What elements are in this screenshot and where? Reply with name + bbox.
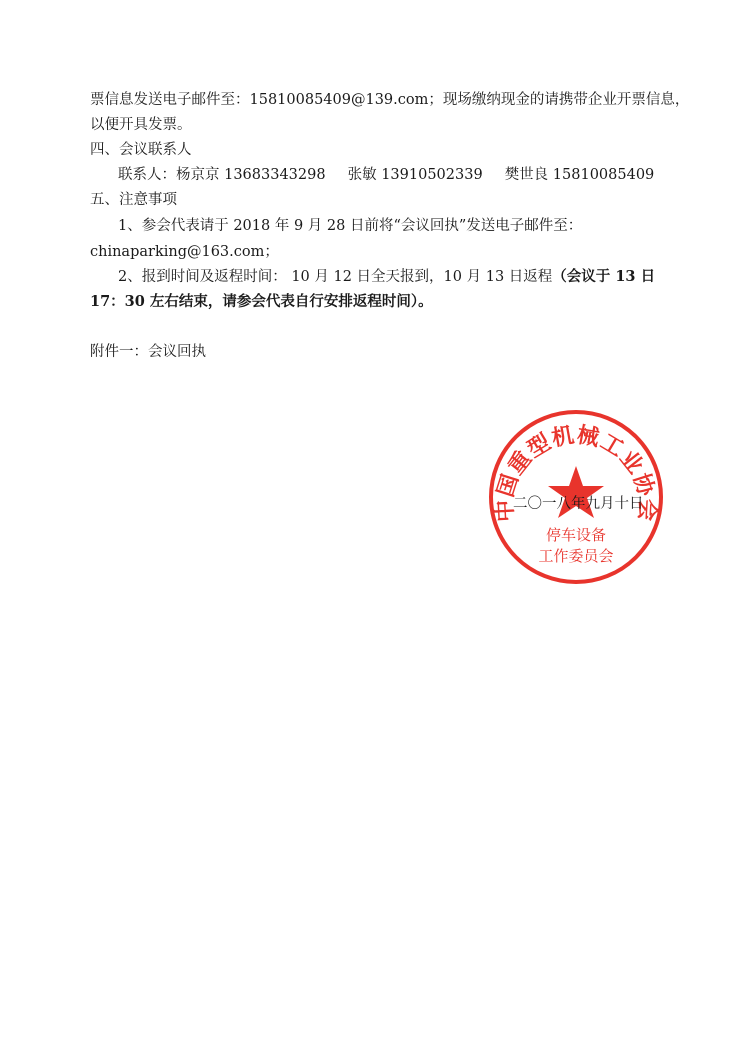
contact-name: 杨京京: [176, 167, 220, 183]
note-1-email: chinaparking@163.com；: [90, 244, 279, 260]
contact-phone: 13910502339: [381, 167, 483, 183]
document-date: 二〇一八年九月十日: [513, 496, 644, 512]
contacts-line: [118, 166, 654, 184]
svg-text:停车设备: 停车设备: [545, 526, 607, 544]
invoice-line-2: 以便开具发票。: [90, 117, 192, 133]
note-2-normal-text: 2、报到时间及返程时间： 10 月 12 日全天报到，10 月 13 日返程: [118, 269, 553, 285]
note-2-line-2: 17：30 左右结束，请参会代表自行安排返程时间）。: [90, 293, 433, 310]
section-4-heading: 四、会议联系人: [90, 142, 192, 158]
contacts-label: 联系人：: [118, 167, 176, 183]
note-2-line-1: [118, 268, 655, 286]
note-2-bold-text: （会议于 13 日: [552, 268, 656, 285]
note-1-line-1: 1、参会代表请于 2018 年 9 月 28 日前将“会议回执”发送电子邮件至：: [118, 218, 583, 234]
invoice-line-1: 票信息发送电子邮件至：15810085409@139.com；现场缴纳现金的请携带企业开票信息，: [90, 92, 690, 108]
svg-text:工作委员会: 工作委员会: [538, 547, 614, 565]
section-5-heading: 五、注意事项: [90, 192, 177, 208]
attachment-label: 附件一：会议回执: [90, 344, 206, 360]
contact-name: 樊世良: [504, 167, 549, 183]
contact-phone: 13683343298: [224, 167, 326, 183]
contact-name: 张敏: [347, 167, 377, 183]
contact-phone: 15810085409: [552, 167, 655, 183]
svg-text:中国重型机械工业协会: 中国重型机械工业协会: [492, 422, 660, 523]
